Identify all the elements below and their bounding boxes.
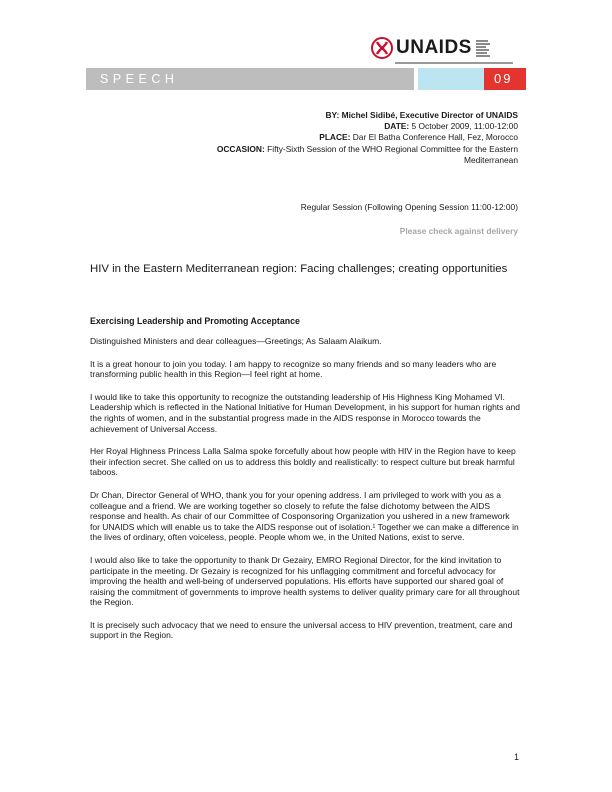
logo-text: UNAIDS xyxy=(396,37,472,58)
meta-session: Regular Session (Following Opening Session 11:00-12:00) xyxy=(300,202,518,212)
paragraph: I would also like to take the opportunity to thank Dr Gezairy, EMRO Regional Director, for the kind invitation to participate in the meeting. Dr Gezairy is recognized for his unflagging commitment and forceful advocacy for improving the health and well-being of underserved populations. His efforts have supported our shared goal of raising the commitment of governments to improve health systems to deliver quality primary care for all throughout the Region. xyxy=(90,554,520,608)
banner-number: 09 xyxy=(494,71,513,86)
speech-banner xyxy=(86,68,526,90)
meta-by: BY: Michel Sidibé, Executive Director of UNAIDS xyxy=(325,110,518,120)
meta-place: PLACE: Dar El Batha Conference Hall, Fez, Morocco xyxy=(319,132,518,143)
paragraph: Her Royal Highness Princess Lalla Salma spoke forcefully about how people with HIV in the Region have to keep their infection secret. She called on us to address this boldly and realistically: to respect culture but break harmful taboos. xyxy=(90,446,516,478)
page-number: 1 xyxy=(514,752,520,762)
paragraph: Dr Chan, Director General of WHO, thank you for your opening address. I am privileged to work with you as a colleague and a friend. We are working together so closely to refute the false dichotomy between the AIDS response and health. As chair of our Committee of Cosponsoring Organization you ushered in a new framework for UNAIDS which will enable us to take the AIDS response out of isolation.¹ Together we can make a difference in the lives of ordinary, often voiceless, people. People whom we, in the United Nations, exist to serve. xyxy=(90,489,519,543)
delivery-note: Please check against delivery xyxy=(399,226,518,236)
logo-cosponsors xyxy=(476,40,490,57)
banner-label: SPEECH xyxy=(100,72,179,86)
meta-occasion: OCCASION: Fifty-Sixth Session of the WHO Regional Committee for the Eastern xyxy=(216,143,518,154)
banner-red-section xyxy=(484,68,526,90)
section-heading: Exercising Leadership and Promoting Acceptance xyxy=(90,316,300,326)
logo-tagline xyxy=(395,62,513,64)
speech-body xyxy=(90,336,520,653)
speech-metadata xyxy=(98,110,518,166)
meta-occasion-cont: Mediterranean xyxy=(463,154,518,165)
banner-blue-section xyxy=(418,68,484,90)
banner-grey-section xyxy=(86,68,414,90)
meta-date: DATE: 5 October 2009, 11:00-12:00 xyxy=(384,121,518,132)
unaids-logo xyxy=(370,34,490,62)
paragraph: I would like to take this opportunity to recognize the outstanding leadership of His Highness King Mohamed VI. Leadership which is reflected in the National Initiative for Human Development, in his support for human rights and the rights of women, and in the substantial progress made in the AIDS response in Morocco towards the achievement of Universal Access. xyxy=(90,391,520,434)
speech-title: HIV in the Eastern Mediterranean region: Facing challenges; creating opportunities xyxy=(90,263,508,275)
paragraph: It is precisely such advocacy that we need to ensure the universal access to HIV prevention, treatment, care and support in the Region. xyxy=(90,619,513,641)
paragraph: Distinguished Ministers and dear colleagues—Greetings; As Salaam Alaikum. xyxy=(90,336,382,346)
unaids-emblem-icon xyxy=(370,36,394,60)
paragraph: It is a great honour to join you today. I am happy to recognize so many friends and so many leaders who are transforming public health in this Region—I feel right at home. xyxy=(90,358,497,380)
